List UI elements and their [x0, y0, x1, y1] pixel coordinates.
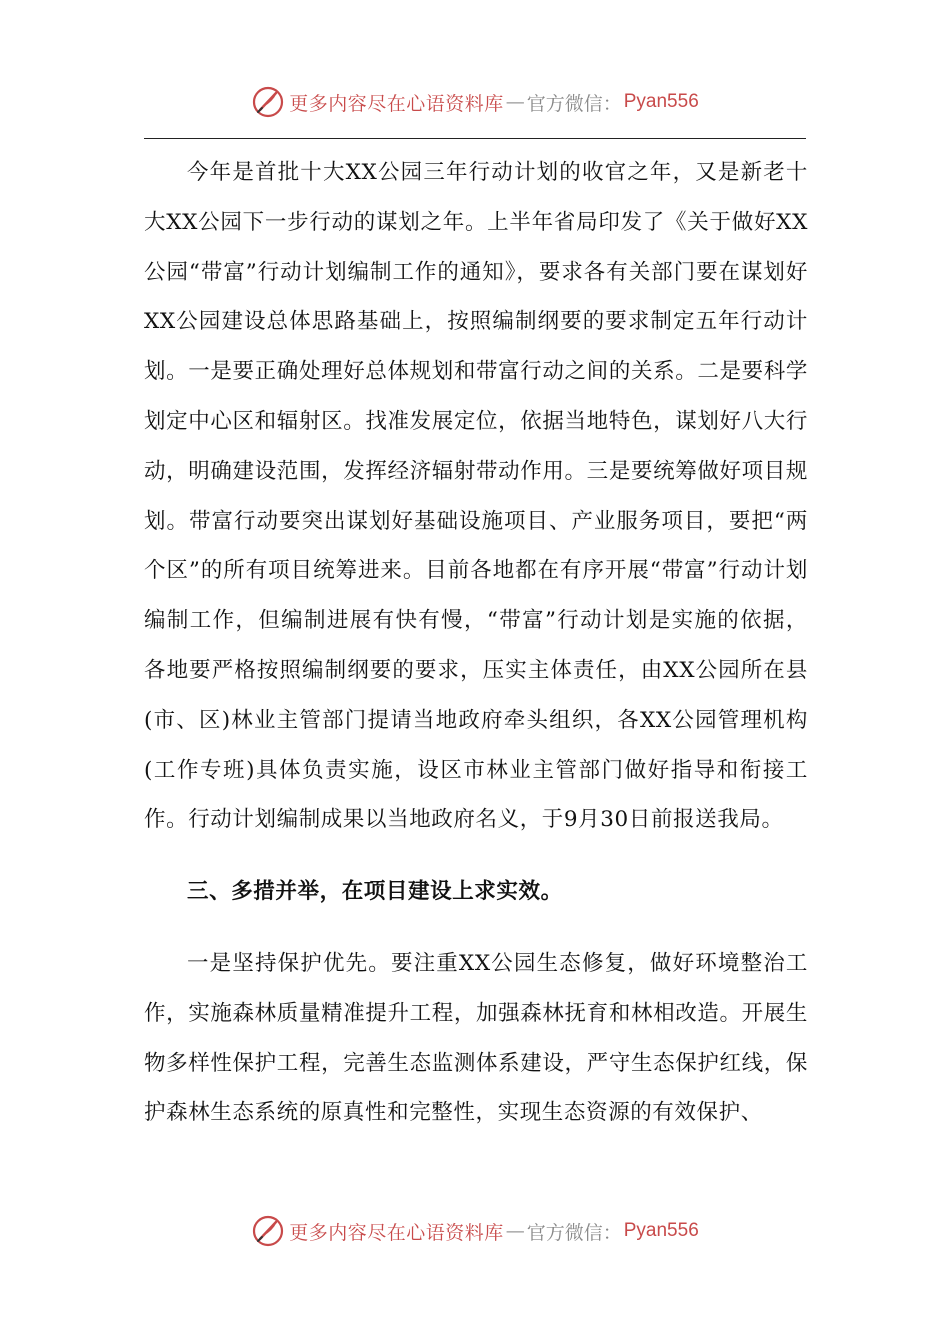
banner-dash: —: [505, 91, 525, 113]
quill-logo-icon: [251, 85, 285, 119]
banner-wechat-label: 官方微信：: [526, 92, 622, 115]
paragraph-1: 今年是首批十大XX公园三年行动计划的收官之年，又是新老十大XX公园下一步行动的谋划之年。上半年省局印发了《关于做好XX公园“带富”行动计划编制工作的通知》，要求各有关部门要在谋划好XX公园建设总体思路基础上，按照编制纲要的要求制定五年行动计划。一是要正确处理好总体规划和带富行动之间的关系。二是要科学划定中心区和辐射区。找准发展定位，依据当地特色，谋划好八大行动，明确建设范围，发挥经济辐射带动作用。三是要统筹做好项目规划。带富行动要突出谋划好基础设施项目、产业服务项目，要把“两个区”的所有项目统筹进来。目前各地都在有序开展“带富”行动计划编制工作，但编制进展有快有慢，“带富”行动计划是实施的依据，各地要严格按照编制纲要的要求，压实主体责任，由XX公园所在县(市、区)林业主管部门提请当地政府牵头组织，各XX公园管理机构(工作专班)具体负责实施，设区市林业主管部门做好指导和衔接工作。行动计划编制成果以当地政府名义，于9月30日前报送我局。: [144, 160, 808, 833]
document-body: [144, 148, 808, 1138]
banner-text: 更多内容尽在心语资料库: [289, 1221, 504, 1244]
banner-dash: —: [505, 1220, 525, 1242]
banner-wechat-id: Pyan556: [623, 1220, 699, 1241]
section-heading: 三、多措并举，在项目建设上求实效。: [187, 879, 563, 905]
paragraph-2: 一是坚持保护优先。要注重XX公园生态修复，做好环境整治工作，实施森林质量精准提升工程，加强森林抚育和林相改造。开展生物多样性保护工程，完善生态监测体系建设，严守生态保护红线，保护森林生态系统的原真性和完整性，实现生态资源的有效保护、: [144, 950, 808, 1126]
header-banner: [0, 82, 950, 122]
banner-text: 更多内容尽在心语资料库: [289, 92, 504, 115]
footer-banner: [0, 1211, 950, 1251]
banner-wechat-label: 官方微信：: [526, 1221, 622, 1244]
banner-wechat-id: Pyan556: [623, 91, 699, 112]
header-divider: [144, 138, 806, 139]
quill-logo-icon: [251, 1214, 285, 1248]
